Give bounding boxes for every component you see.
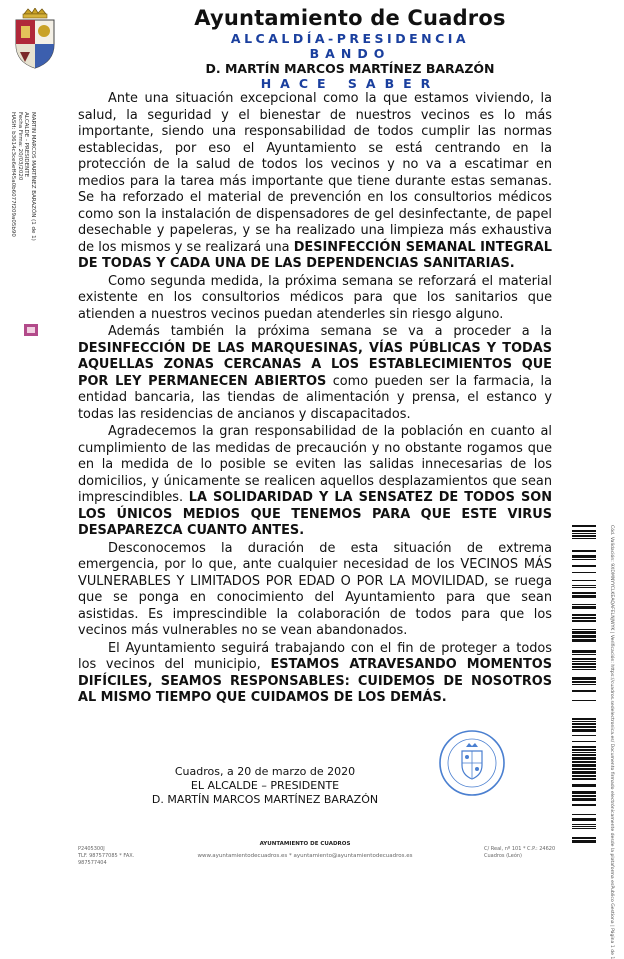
office-subtitle: ALCALDÍA-PRESIDENCIA <box>230 31 470 46</box>
footer-org: AYUNTAMIENTO DE CUADROS <box>259 841 351 847</box>
signature-name: D. MARTÍN MARCOS MARTÍNEZ BARAZÓN <box>151 793 379 806</box>
barcode-bar <box>572 804 596 806</box>
footer-phone: TLF. 987577085 * FAX. 987577404 <box>78 853 135 866</box>
barcode-bar <box>572 837 596 839</box>
barcode-bar <box>572 826 596 827</box>
barcode-bar <box>572 818 596 821</box>
official-stamp-icon <box>438 729 506 797</box>
paragraph: Desconocemos la duración de esta situación de extrema emergencia, por lo que, ante cualquier necesidad de los VECINOS MÁS VULNERABLES Y LIMITADOS POR EDAD O POR LA MOVILIDAD, se ruega que se ponga en conocimiento del Ayuntamiento para que sean asistidas. Es imprescindible la colaboración de todos para que los vecinos más vulnerables no se vean abandonados. <box>78 540 552 638</box>
barcode-bar <box>572 840 596 843</box>
barcode-bar <box>572 752 596 753</box>
barcode-bar <box>572 690 596 692</box>
barcode-bar <box>572 565 596 567</box>
barcode-bar <box>572 617 596 619</box>
barcode-bar <box>572 614 596 616</box>
barcode-bar <box>572 629 596 630</box>
barcode-bar <box>572 631 596 634</box>
barcode-bar <box>572 824 596 825</box>
footer-right <box>484 846 564 860</box>
barcode-bar <box>572 761 596 763</box>
barcode-bar <box>572 635 596 638</box>
barcode <box>572 525 596 845</box>
signature-role: EL ALCALDE – PRESIDENTE <box>190 779 340 792</box>
paragraph: Ante una situación excepcional como la que estamos viviendo, la salud, la seguridad y el bienestar de nuestros vecinos es lo más importante, siendo una responsabilidad de todos cumplir las normas establecidas, por eso el Ayuntamiento se está centrando en la protección de la salud de todos los vecinos y no va a escatimar en medios para la tarea más importante que tiene durante estas semanas. Se ha reforzado el material de prevención en los consultorios médicos como son la instalación de dispensadores de gel desinfectante, de papel desechable y papeleras, y se ha realizado una limpieza más exhaustiva de los mismos y se realizará una DESINFECCIÓN SEMANAL INTEGRAL DE TODAS Y CADA UNA DE LAS DEPENDENCIAS SANITARIAS. <box>78 91 552 271</box>
barcode-bar <box>572 533 596 534</box>
barcode-bar <box>572 661 596 662</box>
barcode-bar <box>572 654 596 655</box>
barcode-bar <box>572 775 596 777</box>
barcode-bar <box>572 723 596 725</box>
sidebar-signer: MARTIN MARCOS MARTÍNEZ BARAZÓN (1 de 1) <box>30 112 36 241</box>
sidebar-logo-icon <box>24 324 38 336</box>
barcode-bar <box>572 749 596 751</box>
barcode-bar <box>572 721 596 722</box>
barcode-bar <box>572 585 596 586</box>
barcode-bar <box>572 530 596 532</box>
barcode-bar <box>572 764 596 767</box>
barcode-bar <box>572 604 596 605</box>
barcode-bar <box>572 580 596 581</box>
barcode-bar <box>572 592 596 594</box>
barcode-bar <box>572 535 596 537</box>
document-type: BANDO <box>309 46 391 61</box>
barcode-bar <box>572 677 596 680</box>
barcode-bar <box>572 595 596 598</box>
barcode-bar <box>572 606 596 609</box>
barcode-bar <box>572 771 596 774</box>
barcode-bar <box>572 828 596 829</box>
barcode-bar <box>572 525 596 527</box>
signature-place-date: Cuadros, a 20 de marzo de 2020 <box>174 765 356 778</box>
sidebar-role: ALCALDE - PRESIDENTE <box>23 112 30 178</box>
barcode-bar <box>572 666 596 668</box>
barcode-bar <box>572 559 596 560</box>
footer-address: C/ Real, nº 101 * C.P.: 24620 <box>484 846 556 852</box>
barcode-bar <box>572 729 596 732</box>
barcode-bar <box>572 538 596 539</box>
document-body <box>78 91 552 708</box>
footer-web: www.ayuntamientodecuadros.es * ayuntamiento@ayuntamientodecuadros.es <box>197 853 413 859</box>
barcode-bar <box>572 700 596 701</box>
barcode-bar <box>572 587 596 588</box>
paragraph: Como segunda medida, la próxima semana se reforzará el material existente en los consultorios médicos para que los sanitarios que atienden a nuestros vecinos puedan atenderles sin riesgo alguno. <box>78 273 552 322</box>
coat-of-arms-icon <box>10 8 60 70</box>
page-title: Ayuntamiento de Cuadros <box>194 6 506 30</box>
barcode-bar <box>572 620 596 622</box>
verification-text: Cód. Validación: 9XDMNYYCLKEAQAFELNJWYK | Verificación: https://cuadros.sedelectronica.es/ Documento firmado electrónicamente desde la plataforma esPublico Gestiona | Página 1 de 1 <box>609 525 614 959</box>
paragraph: El Ayuntamiento seguirá trabajando con el fin de proteger a todos los vecinos del municipio, ESTAMOS ATRAVESANDO MOMENTOS DIFÍCILES, SEAMOS RESPONSABLES: CUIDEMOS DE NOSOTROS AL MISMO TIEMPO QUE CUIDAMOS DE LOS DEMÁS. <box>78 640 552 705</box>
barcode-bar <box>572 681 596 683</box>
announcement-heading: HACE SABER <box>260 76 440 91</box>
sidebar-hash: HASH: b3614c3ce6eff45a0b6077f209a05b90 <box>10 112 17 237</box>
barcode-bar <box>572 754 596 756</box>
barcode-bar <box>572 639 596 642</box>
barcode-bar <box>572 658 596 660</box>
barcode-bar <box>572 735 596 736</box>
mayor-name: D. MARTÍN MARCOS MARTÍNEZ BARAZÓN <box>205 61 495 76</box>
barcode-bar <box>572 726 596 728</box>
barcode-bar <box>572 650 596 653</box>
barcode-bar <box>572 572 596 573</box>
barcode-bar <box>572 757 596 760</box>
barcode-bar <box>572 550 596 552</box>
sidebar-date: Fecha Firma: 20/03/2020 <box>17 112 23 181</box>
paragraph: Agradecemos la gran responsabilidad de la población en cuanto al cumplimiento de las medidas de precaución y no obstante rogamos que en la medida de lo posible se eviten las salidas innecesarias de los domicilios, y únicamente se realicen aquellos desplazamientos que sean imprescindibles. LA SOLIDARIDAD Y LA SENSATEZ DE TODOS SON LOS ÚNICOS MEDIOS QUE TENEMOS PARA QUE ESTE VIRUS DESAPAREZCA CUANTO ANTES. <box>78 424 552 538</box>
barcode-bar <box>572 814 596 815</box>
signature-sidebar <box>10 112 44 362</box>
barcode-bar <box>572 741 596 742</box>
paragraph: Además también la próxima semana se va a proceder a la DESINFECCIÓN DE LAS MARQUESINAS, VÍAS PÚBLICAS Y TODAS AQUELLAS ZONAS CERCANAS A LOS ESTABLECIMIENTOS QUE POR LEY PERMANECEN ABIERTOS como pueden ser la farmacia, la entidad bancaria, las tiendas de alimentación y prensa, el estanco y todas las residencias de ancianos y discapacitados. <box>78 324 552 422</box>
footer-city: Cuadros (León) <box>484 853 523 859</box>
barcode-bar <box>572 768 596 770</box>
barcode-bar <box>572 684 596 685</box>
barcode-bar <box>572 795 596 797</box>
barcode-bar <box>572 746 596 748</box>
barcode-bar <box>572 555 596 558</box>
barcode-bar <box>572 778 596 780</box>
footer-tax-id: P2405300J <box>78 846 105 852</box>
barcode-bar <box>572 791 596 794</box>
barcode-bar <box>572 798 596 801</box>
signature-block <box>100 765 430 807</box>
barcode-bar <box>572 784 596 787</box>
barcode-bar <box>572 669 596 670</box>
barcode-bar <box>572 718 596 720</box>
verification-strip <box>600 525 616 959</box>
footer-center <box>140 841 470 859</box>
barcode-bar <box>572 663 596 665</box>
